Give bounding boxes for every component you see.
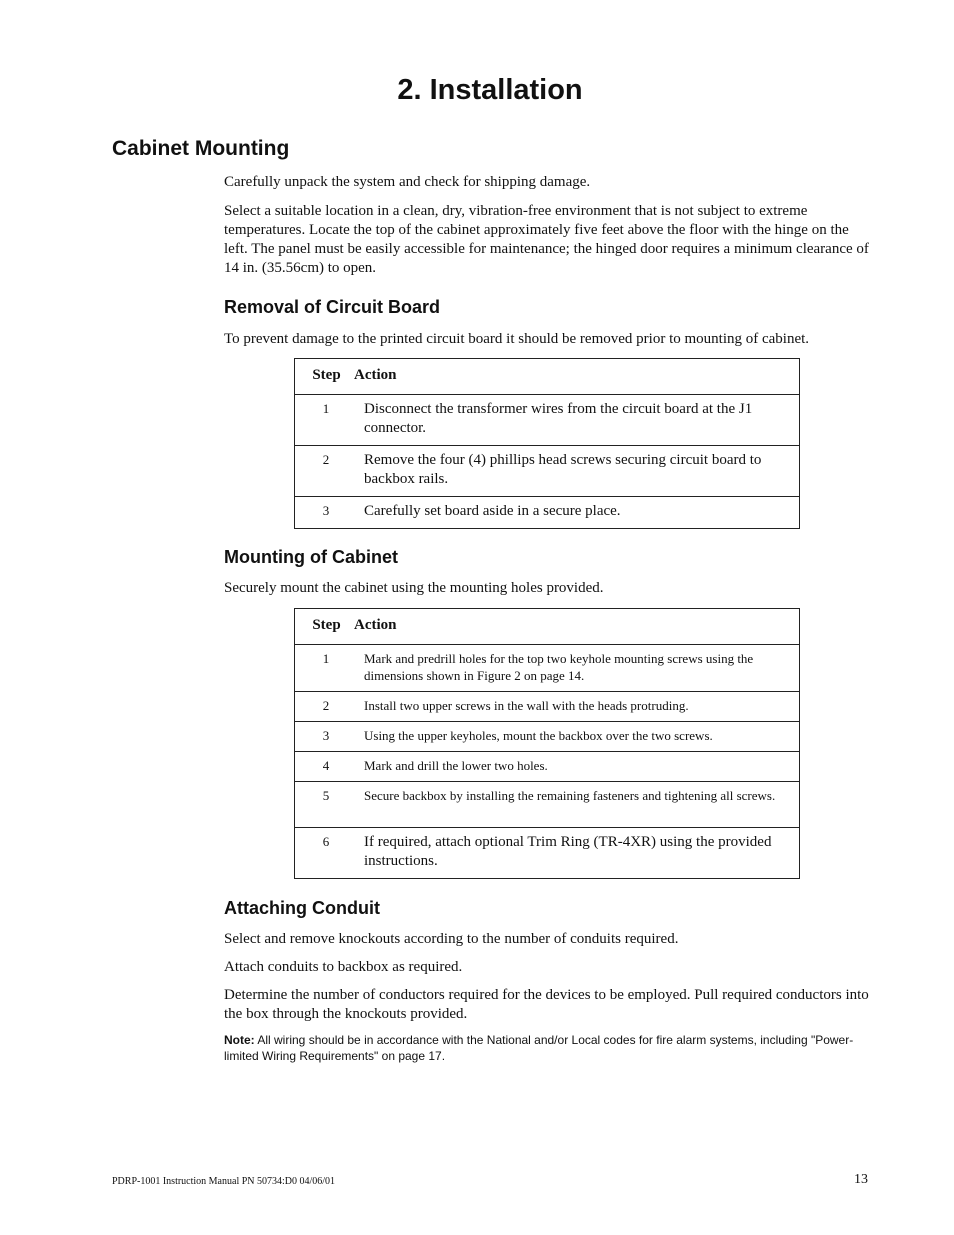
table-row [295, 395, 800, 446]
paragraph-unpack: Carefully unpack the system and check for shipping damage. [224, 174, 591, 190]
table-row [295, 645, 800, 692]
column-header-step: Step [295, 359, 355, 395]
step-number: 3 [295, 722, 355, 752]
page-number: 13 [854, 1172, 868, 1187]
table-row [295, 692, 800, 722]
step-number: 3 [295, 497, 355, 529]
paragraph-attach-conduits: Attach conduits to backbox as required. [224, 959, 463, 975]
step-number: 1 [295, 395, 355, 446]
step-action: Using the upper keyholes, mount the backbox over the two screws. [354, 722, 800, 752]
step-action: Install two upper screws in the wall with the heads protruding. [354, 692, 800, 722]
table-row [295, 752, 800, 782]
step-action: Remove the four (4) phillips head screws securing circuit board to backbox rails. [354, 446, 800, 497]
mounting-steps-table [294, 608, 800, 879]
step-number: 1 [295, 645, 355, 692]
chapter-title: 2. Installation [397, 74, 583, 106]
step-action: Secure backbox by installing the remaining fasteners and tightening all screws. [354, 782, 800, 828]
step-number: 5 [295, 782, 355, 828]
subsection-heading-mounting: Mounting of Cabinet [224, 547, 398, 567]
paragraph-mounting-intro: Securely mount the cabinet using the mounting holes provided. [224, 580, 604, 596]
step-number: 6 [295, 828, 355, 879]
table-row [295, 497, 800, 529]
table-row [295, 828, 800, 879]
paragraph-conductors: Determine the number of conductors required for the devices to be employed. Pull required conductors into the box through the knockouts provided. [224, 987, 869, 1022]
step-action: Carefully set board aside in a secure place. [354, 497, 800, 529]
note-label: Note: [224, 1033, 255, 1047]
table-row [295, 722, 800, 752]
subsection-heading-conduit: Attaching Conduit [224, 898, 380, 918]
note-text: All wiring should be in accordance with the National and/or Local codes for fire alarm systems, including "Power-limited Wiring Requirements" on page 17. [224, 1033, 854, 1063]
step-action: Mark and predrill holes for the top two keyhole mounting screws using the dimensions shown in Figure 2 on page 14. [354, 645, 800, 692]
table-row [295, 446, 800, 497]
step-number: 2 [295, 692, 355, 722]
step-number: 2 [295, 446, 355, 497]
table-row [295, 782, 800, 828]
section-heading-cabinet-mounting: Cabinet Mounting [112, 137, 290, 160]
table-header-row [295, 359, 800, 395]
step-action: Mark and drill the lower two holes. [354, 752, 800, 782]
paragraph-knockouts: Select and remove knockouts according to the number of conduits required. [224, 931, 679, 947]
table-header-row [295, 609, 800, 645]
column-header-action: Action [354, 609, 800, 645]
wiring-note [224, 1032, 869, 1064]
footer-document-info: PDRP-1001 Instruction Manual PN 50734:D0 04/06/01 [112, 1176, 336, 1187]
removal-steps-table [294, 358, 800, 529]
step-action: Disconnect the transformer wires from the circuit board at the J1 connector. [354, 395, 800, 446]
subsection-heading-removal: Removal of Circuit Board [224, 297, 441, 317]
column-header-step: Step [295, 609, 355, 645]
step-action: If required, attach optional Trim Ring (TR-4XR) using the provided instructions. [354, 828, 800, 879]
step-number: 4 [295, 752, 355, 782]
paragraph-removal-intro: To prevent damage to the printed circuit board it should be removed prior to mounting of cabinet. [224, 331, 810, 347]
paragraph-location: Select a suitable location in a clean, dry, vibration-free environment that is not subject to extreme temperatures. Locate the top of the cabinet approximately five feet above the floor with the hinge on the left. The panel must be easily accessible for maintenance; the hinged door requires a minimum clearance of 14 in. (35.56cm) to open. [224, 203, 869, 276]
column-header-action: Action [354, 359, 800, 395]
